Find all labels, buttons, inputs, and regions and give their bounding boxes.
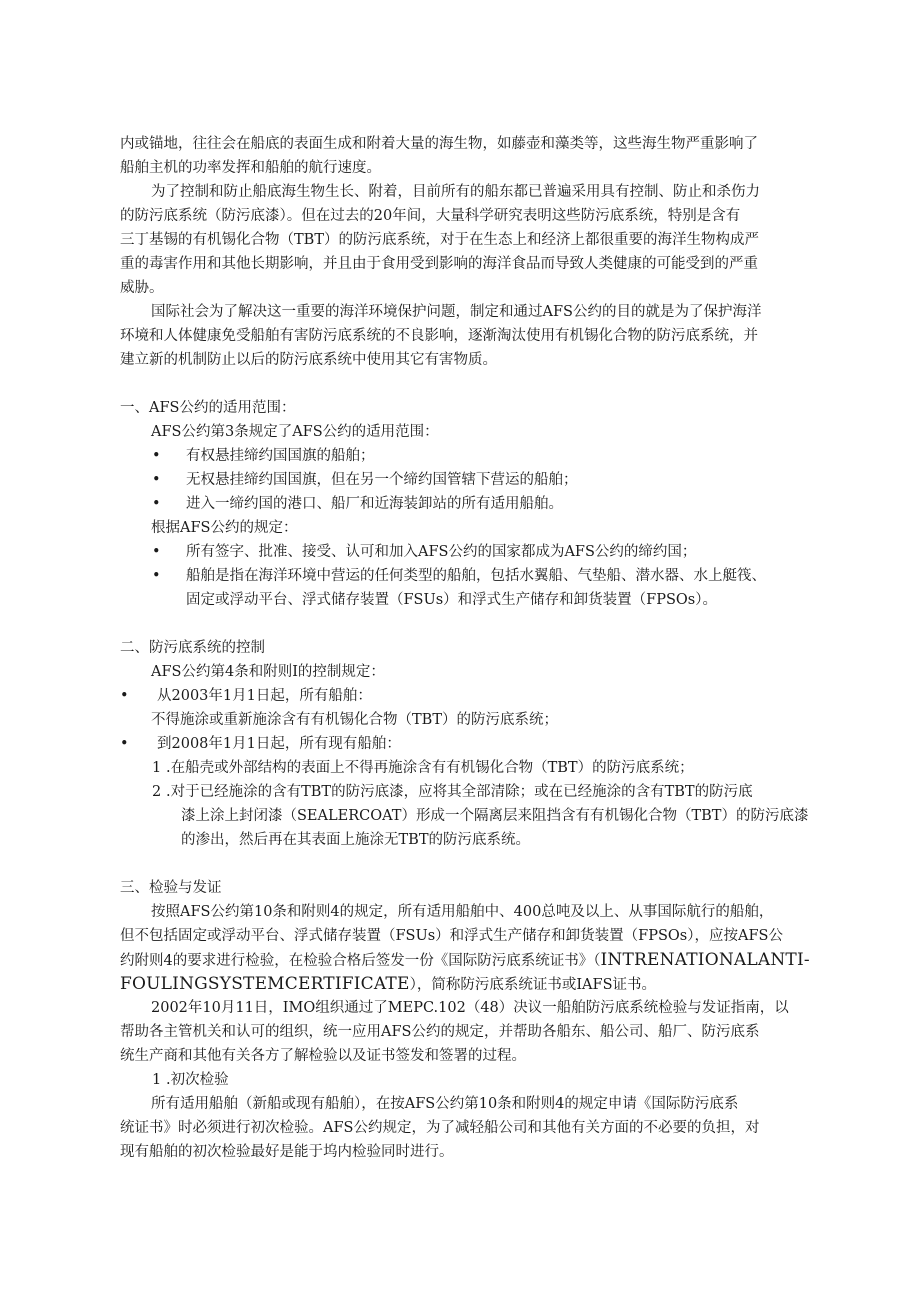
bullet-icon: •: [120, 688, 129, 704]
list-item: 的渗出，然后再在其表面上施涂无TBT的防污底系统。: [181, 832, 530, 848]
paragraph-line: AFS公约第3条规定了AFS公约的适用范围：: [151, 424, 439, 440]
paragraph-line: 所有适用船舶（新船或现有船舶），在按AFS公约第10条和附则4的规定申请《国际防污底系: [151, 1096, 739, 1112]
section-heading: 三、检验与发证: [120, 880, 222, 896]
paragraph-line: 现有船舶的初次检验最好是能于坞内检验同时进行。: [120, 1144, 454, 1160]
paragraph-line: [120, 949, 810, 972]
section-heading: 二、防污底系统的控制: [120, 640, 265, 656]
paragraph-line: 统证书》时必须进行初次检验。AFS公约规定，为了减轻船公司和其他有关方面的不必要的负担，对: [120, 1120, 760, 1136]
list-number: 1: [152, 760, 162, 776]
section-heading: 一、AFS公约的适用范围：: [120, 400, 296, 416]
paragraph-line: 为了控制和防止船底海生物生长、附着，目前所有的船东都已普遍采用具有控制、防止和杀伤力: [151, 184, 760, 200]
bullet-icon: •: [152, 496, 161, 512]
paragraph-line: 重的毒害作用和其他长期影响，并且由于食用受到影响的海洋食品而导致人类健康的可能受到的严重: [120, 256, 758, 272]
bullet-icon: •: [152, 568, 161, 584]
paragraph-line: 威胁。: [120, 280, 164, 296]
list-number: 2: [152, 784, 162, 800]
paragraph-line: 2002年10月11日，IMO组织通过了MEPC.102（48）决议一船舶防污底系统检验与发证指南，以: [151, 1000, 789, 1016]
paragraph-line: 建立新的机制防止以后的防污底系统中使用其它有害物质。: [120, 352, 497, 368]
certificate-name: INTRENATIONALANTI-: [600, 950, 810, 970]
list-item: .在船壳或外部结构的表面上不得再施涂含有有机锡化合物（TBT）的防污底系统；: [166, 760, 694, 776]
paragraph-line: 船舶主机的功率发挥和船舶的航行速度。: [120, 160, 381, 176]
paragraph-text: 约附则4的要求进行检验，在检验合格后签发一份《国际防污底系统证书》（: [120, 953, 601, 969]
paragraph-line: 内或锚地，往往会在船底的表面生成和附着大量的海生物，如藤壶和藻类等，这些海生物严重影响了: [120, 136, 758, 152]
bullet-item: 进入一缔约国的港口、船厂和近海装卸站的所有适用船舶。: [186, 496, 563, 512]
bullet-item: 无权悬挂缔约国国旗，但在另一个缔约国管辖下营运的船舶；: [186, 472, 578, 488]
list-item: .对于已经施涂的含有TBT的防污底漆，应将其全部清除；或在已经施涂的含有TBT的防污底: [166, 784, 753, 800]
bullet-item: 到2008年1月1日起，所有现有船舶：: [157, 736, 401, 752]
paragraph-line: AFS公约第4条和附则I的控制规定：: [151, 664, 385, 680]
bullet-icon: •: [120, 736, 129, 752]
bullet-item: 有权悬挂缔约国国旗的船舶；: [186, 448, 375, 464]
bullet-item: 船舶是指在海洋环境中营运的任何类型的船舶，包括水翼船、气垫船、潜水器、水上艇筏、: [186, 568, 766, 584]
bullet-icon: •: [152, 544, 161, 560]
paragraph-line: 帮助各主管机关和认可的组织，统一应用AFS公约的规定，并帮助各船东、船公司、船厂、防污底系: [120, 1024, 760, 1040]
paragraph-line: 根据AFS公约的规定：: [151, 520, 298, 536]
bullet-icon: •: [152, 448, 161, 464]
paragraph-line: 统生产商和其他有关各方了解检验以及证书签发和签署的过程。: [120, 1048, 526, 1064]
paragraph-line: 不得施涂或重新施涂含有有机锡化合物（TBT）的防污底系统；: [151, 712, 558, 728]
bullet-item: 固定或浮动平台、浮式储存装置（FSUs）和浮式生产储存和卸货装置（FPSOs）。: [186, 592, 717, 608]
paragraph-line: 三丁基锡的有机锡化合物（TBT）的防污底系统，对于在生态上和经济上都很重要的海洋生物构成严: [120, 232, 759, 248]
paragraph-line: 环境和人体健康免受船舶有害防污底系统的不良影响，逐渐淘汰使用有机锡化合物的防污底系统，并: [120, 328, 758, 344]
bullet-item: 所有签字、批准、接受、认可和加入AFS公约的国家都成为AFS公约的缔约国；: [186, 544, 697, 560]
bullet-icon: •: [152, 472, 161, 488]
list-item: 漆上涂上封闭漆（SEALERCOAT）形成一个隔离层来阻挡含有有机锡化合物（TBT）的防污底漆: [181, 808, 809, 824]
subsection-heading: .初次检验: [166, 1072, 229, 1088]
paragraph-line: 国际社会为了解决这一重要的海洋环境保护问题，制定和通过AFS公约的目的就是为了保护海洋: [151, 304, 762, 320]
paragraph-line: [120, 973, 656, 996]
list-number: 1: [152, 1072, 162, 1088]
paragraph-line: 的防污底系统（防污底漆）。但在过去的20年间，大量科学研究表明这些防污底系统，特别是含有: [120, 208, 741, 224]
paragraph-line: 按照AFS公约第10条和附则4的规定，所有适用船舶中、400总吨及以上、从事国际航行的船舶，: [151, 904, 774, 920]
bullet-item: 从2003年1月1日起，所有船舶：: [157, 688, 372, 704]
paragraph-text: ），简称防污底系统证书或IAFS证书。: [409, 977, 657, 993]
certificate-name: FOULINGSYSTEMCERTIFICATE: [120, 974, 410, 994]
paragraph-line: 但不包括固定或浮动平台、浮式储存装置（FSUs）和浮式生产储存和卸货装置（FPSOs），应按AFS公: [120, 928, 783, 944]
